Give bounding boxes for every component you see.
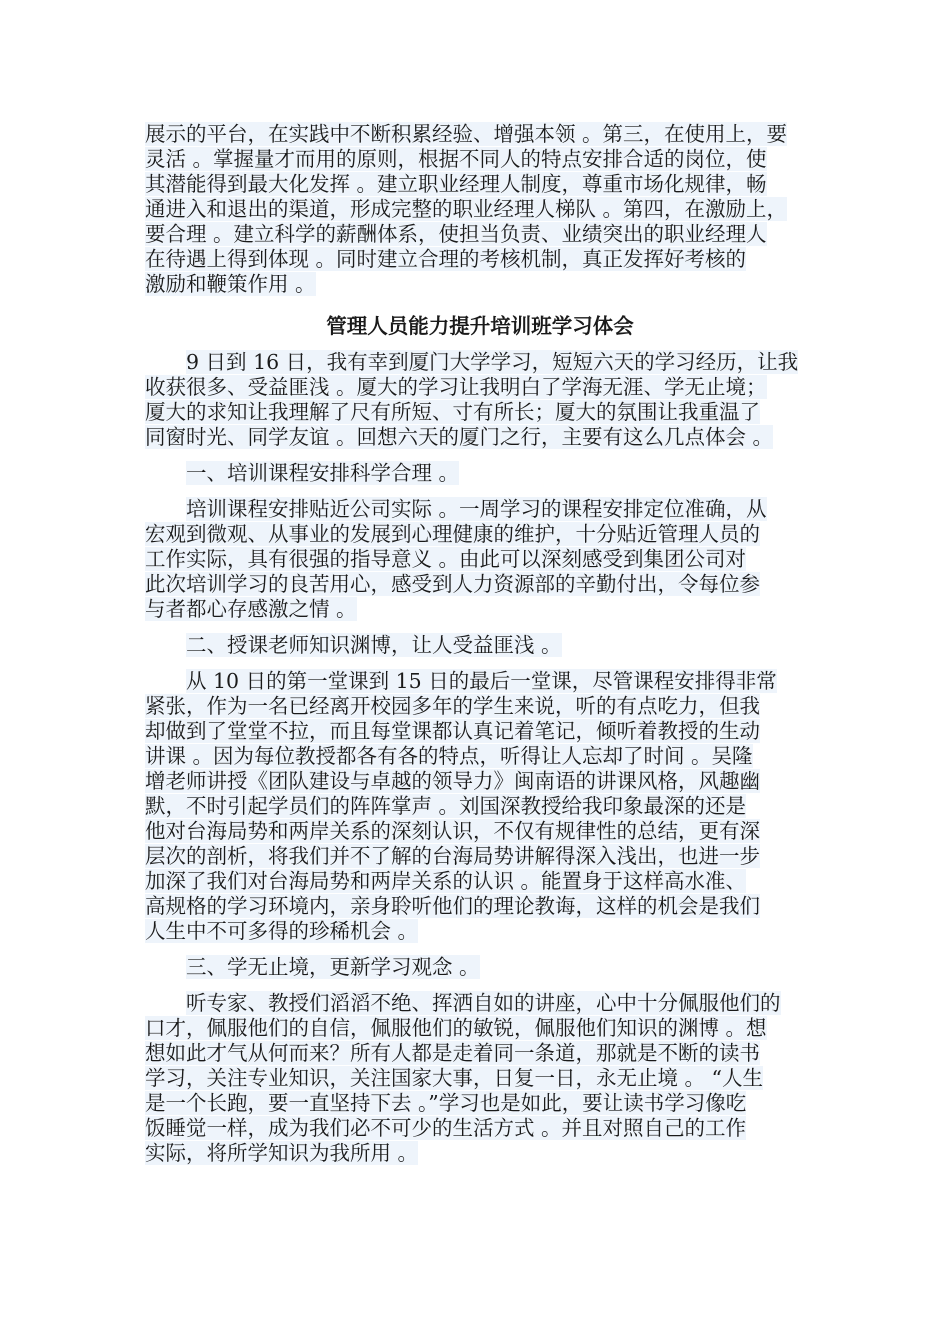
text-line: 要合理 。建立科学的薪酬体系，使担当负责、业绩突出的职业经理人 <box>145 222 767 246</box>
text-line: 宏观到微观、从事业的发展到心理健康的维护，十分贴近管理人员的 <box>145 522 760 546</box>
document-title: 管理人员能力提升培训班学习体会 <box>326 314 634 338</box>
text-line: 层次的剖析，将我们并不了解的台海局势讲解得深入浅出，也进一步 <box>145 844 760 868</box>
text-line: 三、学无止境，更新学习观念 。 <box>186 955 480 979</box>
text-line: 紧张，作为一名已经离开校园多年的学生来说，听的有点吃力，但我 <box>145 694 760 718</box>
text-line: 培训课程安排贴近公司实际 。一周学习的课程安排定位准确，从 <box>186 497 767 521</box>
text-line: 实际，将所学知识为我所用 。 <box>145 1141 419 1165</box>
text-line: 增老师讲授《团队建设与卓越的领导力》闽南语的讲课风格，风趣幽 <box>145 769 760 793</box>
text-line: 9 日到 16 日，我有幸到厦门大学学习，短短六天的学习经历，让我 <box>186 350 799 374</box>
text-line: 一、培训课程安排科学合理 。 <box>186 461 460 485</box>
section-heading-2 <box>145 633 815 658</box>
text-line: 厦大的求知让我理解了尺有所短、寸有所长；厦大的氛围让我重温了 <box>145 400 760 424</box>
text-line: 饭睡觉一样，成为我们必不可少的生活方式 。并且对照自己的工作 <box>145 1116 747 1140</box>
paragraph-course-arrangement <box>145 497 815 622</box>
text-line: 人生中不可多得的珍稀机会 。 <box>145 919 419 943</box>
text-line: 在待遇上得到体现 。同时建立合理的考核机制，真正发挥好考核的 <box>145 247 747 271</box>
paragraph-learning <box>145 991 815 1166</box>
text-line: 从 10 日的第一堂课到 15 日的最后一堂课，尽管课程安排得非常 <box>186 669 777 693</box>
document-body <box>145 122 815 1166</box>
text-line: 工作实际，具有很强的指导意义 。由此可以深刻感受到集团公司对 <box>145 547 747 571</box>
text-line: 灵活 。掌握量才而用的原则，根据不同人的特点安排合适的岗位，使 <box>145 147 767 171</box>
text-line: 是一个长跑，要一直坚持下去 。”学习也是如此，要让读书学习像吃 <box>145 1091 747 1115</box>
text-line: 讲课 。因为每位教授都各有各的特点，听得让人忘却了时间 。吴隆 <box>145 744 753 768</box>
text-line: 收获很多、受益匪浅 。厦大的学习让我明白了学海无涯、学无止境； <box>145 375 767 399</box>
text-line: 口才，佩服他们的自信，佩服他们的敏锐，佩服他们知识的渊博 。想 <box>145 1016 767 1040</box>
text-line: 想如此才气从何而来？所有人都是走着同一条道，那就是不断的读书 <box>145 1041 760 1065</box>
text-line: 却做到了堂堂不拉，而且每堂课都认真记着笔记，倾听着教授的生动 <box>145 719 760 743</box>
paragraph-opening <box>145 350 815 450</box>
text-line: 此次培训学习的良苦用心，感受到人力资源部的辛勤付出，令每位参 <box>145 572 760 596</box>
text-line: 学习，关注专业知识，关注国家大事，日复一日，永无止境 。 “人生 <box>145 1066 764 1090</box>
text-line: 其潜能得到最大化发挥 。建立职业经理人制度，尊重市场化规律，畅 <box>145 172 767 196</box>
text-line: 他对台海局势和两岸关系的深刻认识，不仅有规律性的总结，更有深 <box>145 819 760 843</box>
text-line: 默，不时引起学员们的阵阵掌声 。刘国深教授给我印象最深的还是 <box>145 794 747 818</box>
text-line: 同窗时光、同学友谊 。回想六天的厦门之行，主要有这么几点体会 。 <box>145 425 774 449</box>
text-line: 加深了我们对台海局势和两岸关系的认识 。能置身于这样高水准、 <box>145 869 747 893</box>
text-line: 与者都心存感激之情 。 <box>145 597 357 621</box>
section-heading-1 <box>145 461 815 486</box>
text-line: 高规格的学习环境内，亲身聆听他们的理论教诲，这样的机会是我们 <box>145 894 760 918</box>
text-line: 激励和鞭策作用 。 <box>145 272 316 296</box>
paragraph-teachers <box>145 669 815 944</box>
text-line: 展示的平台，在实践中不断积累经验、增强本领 。第三，在使用上，要 <box>145 122 788 146</box>
text-line: 通进入和退出的渠道，形成完整的职业经理人梯队 。第四，在激励上， <box>145 197 788 221</box>
text-line: 二、授课老师知识渊博，让人受益匪浅 。 <box>186 633 562 657</box>
section-heading-3 <box>145 955 815 980</box>
text-line: 听专家、教授们滔滔不绝、挥洒自如的讲座，心中十分佩服他们的 <box>186 991 781 1015</box>
intro-paragraph <box>145 122 815 297</box>
